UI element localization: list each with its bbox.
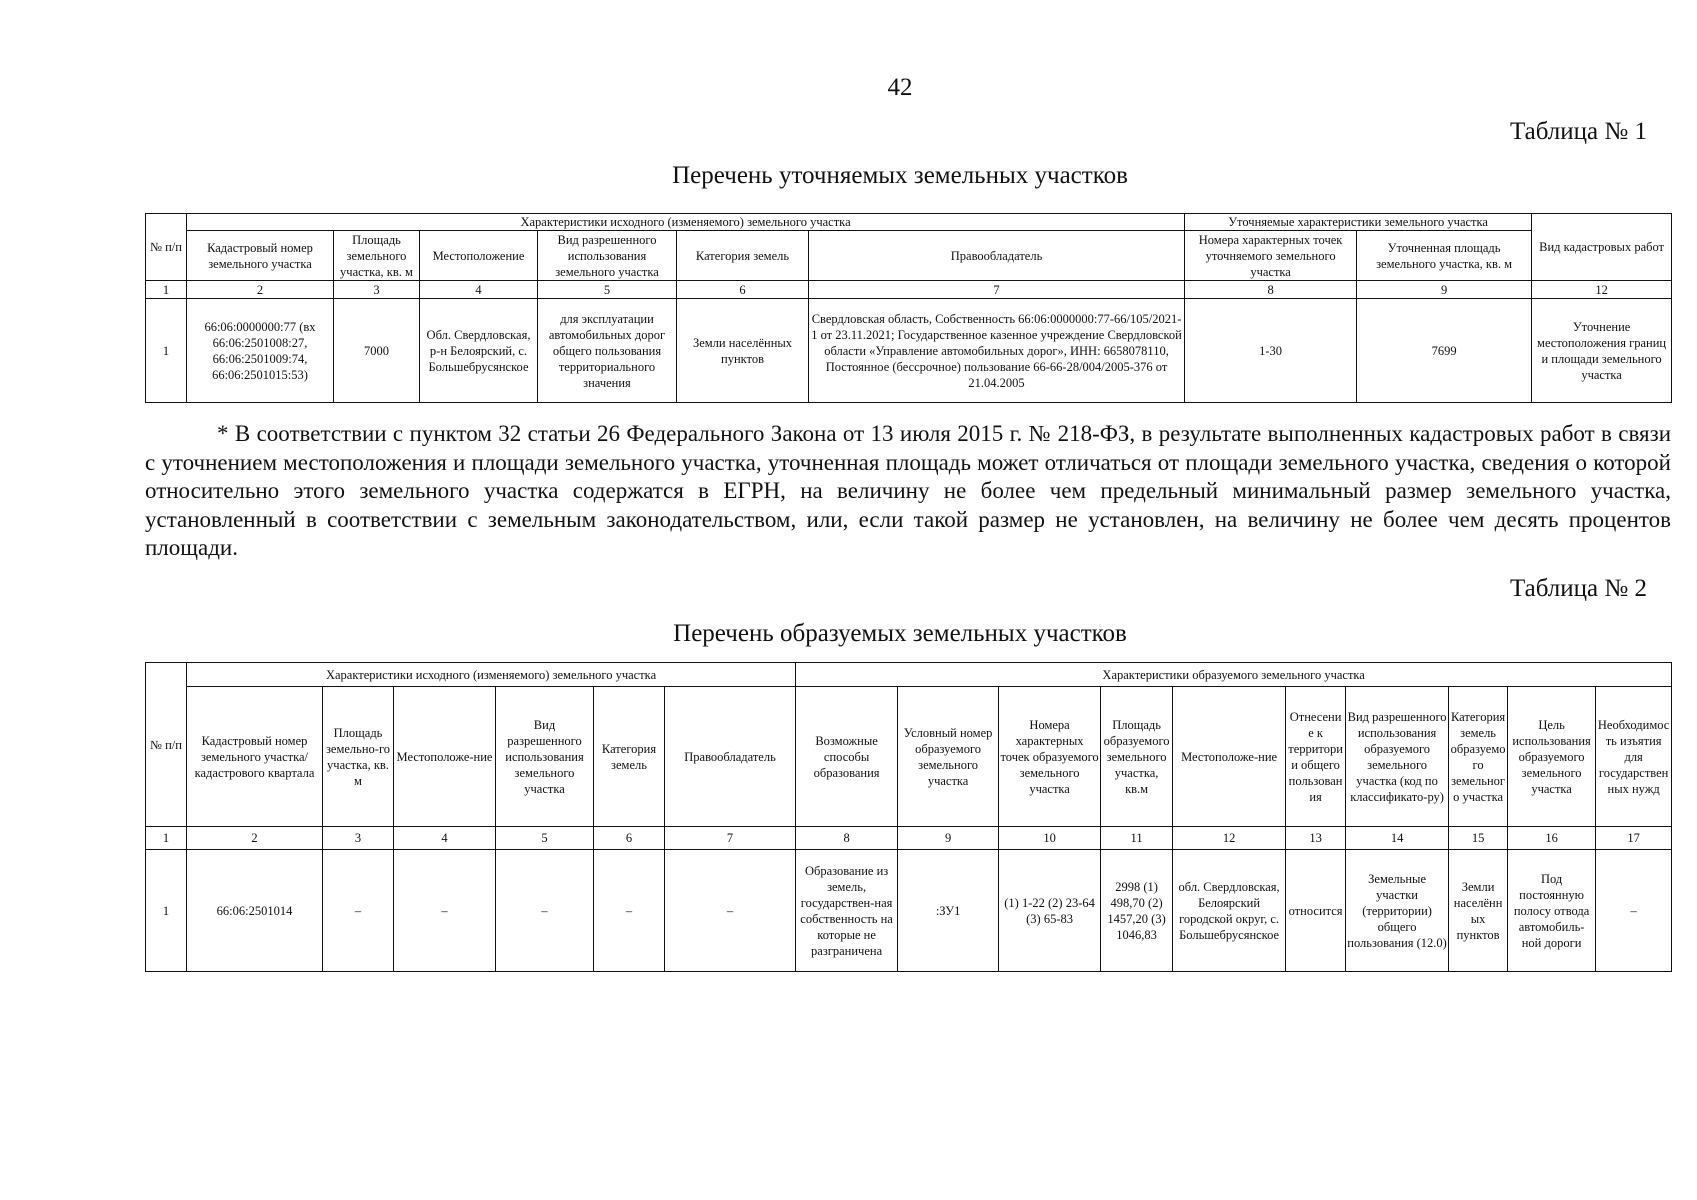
- t2-header-seizure: Необходимость изъятия для государственных нужд: [1596, 687, 1672, 827]
- table-row: [146, 299, 1672, 403]
- t2-cell-land-category: –: [594, 850, 665, 972]
- t2-colnum: 14: [1346, 827, 1449, 850]
- t2-header-formed-use: Вид разрешенного использования образуемого земельного участка (код по классификато-ру): [1346, 687, 1449, 827]
- t2-header-owner: Правообладатель: [665, 687, 796, 827]
- t2-cell-area: –: [323, 850, 394, 972]
- t2-header-purpose: Цель использования образуемого земельного участка: [1508, 687, 1596, 827]
- t2-colnum: 11: [1101, 827, 1173, 850]
- t2-cell-formed-area: 2998 (1) 498,70 (2) 1457,20 (3) 1046,83: [1101, 850, 1173, 972]
- t1-header-work-type: Вид кадастровых работ: [1532, 214, 1672, 281]
- t2-header-number: № п/п: [146, 663, 187, 827]
- t1-cell-points: 1-30: [1185, 299, 1357, 403]
- t2-cell-owner: –: [665, 850, 796, 972]
- t2-column-numbers: [146, 827, 1672, 850]
- table-1-title: Перечень уточняемых земельных участков: [672, 162, 1128, 189]
- t1-colnum: 7: [809, 281, 1185, 299]
- table-2-label: Таблица № 2: [1509, 575, 1647, 602]
- t1-header-refined-area: Уточненная площадь земельного участка, кв. м: [1357, 231, 1532, 281]
- t2-colnum: 5: [496, 827, 594, 850]
- t2-cell-permitted-use: –: [496, 850, 594, 972]
- t2-group-source: Характеристики исходного (изменяемого) земельного участка: [187, 663, 796, 687]
- t2-cell-purpose: Под постоянную полосу отвода автомобиль-ной дороги: [1508, 850, 1596, 972]
- t2-colnum: 9: [898, 827, 999, 850]
- footnote: * В соответствии с пунктом 32 статьи 26 Федерального Закона от 13 июля 2015 г. № 218-ФЗ, в результате выполненных кадастровых работ в связи с уточнением местоположения и площади земельного участка, уточненная площадь может отличаться от площади земельного участка, сведения о которой относительно этого земельного участка содержатся в ЕГРН, на величину не более чем предельный минимальный размер земельного участка, установленный в соответствии с земельным законодательством, или, если такой размер не установлен, на величину не более чем десять процентов площади.: [145, 421, 1671, 560]
- t1-colnum: 1: [146, 281, 187, 299]
- t1-cell-refined-area: 7699: [1357, 299, 1532, 403]
- t2-header-formed-area: Площадь образуемого земельного участка, кв.м: [1101, 687, 1173, 827]
- t2-cell-location: –: [394, 850, 496, 972]
- t1-group-refined: Уточняемые характеристики земельного участка: [1185, 214, 1532, 231]
- t2-colnum: 16: [1508, 827, 1596, 850]
- t2-header-formed-category: Категория земель образуемого земельного участка: [1449, 687, 1508, 827]
- t1-group-source: Характеристики исходного (изменяемого) земельного участка: [187, 214, 1185, 231]
- t2-header-conditional-number: Условный номер образуемого земельного участка: [898, 687, 999, 827]
- t1-colnum: 8: [1185, 281, 1357, 299]
- t2-colnum: 15: [1449, 827, 1508, 850]
- t1-cell-permitted-use: для эксплуатации автомобильных дорог общего пользования территориального значения: [538, 299, 677, 403]
- t1-header-owner: Правообладатель: [809, 231, 1185, 281]
- t1-cell-land-category: Земли населённых пунктов: [677, 299, 809, 403]
- t1-colnum: 12: [1532, 281, 1672, 299]
- t1-column-numbers: [146, 281, 1672, 299]
- t1-header-area: Площадь земельного участка, кв. м: [334, 231, 420, 281]
- t1-header-points: Номера характерных точек уточняемого земельного участка: [1185, 231, 1357, 281]
- t2-colnum: 8: [796, 827, 898, 850]
- t2-colnum: 2: [187, 827, 323, 850]
- t2-cell-formed-use: Земельные участки (территории) общего пользования (12.0): [1346, 850, 1449, 972]
- t2-colnum: 13: [1286, 827, 1346, 850]
- table-1-label: Таблица № 1: [1509, 118, 1647, 145]
- t2-cell-public-territory: относится: [1286, 850, 1346, 972]
- t2-cell-conditional-number: :ЗУ1: [898, 850, 999, 972]
- t1-cell-work-type: Уточнение местоположения границ и площади земельного участка: [1532, 299, 1672, 403]
- t2-colnum: 17: [1596, 827, 1672, 850]
- t2-cell-formed-location: обл. Свердловская, Белоярский городской округ, с. Большебрусянское: [1173, 850, 1286, 972]
- t1-header-permitted-use: Вид разрешенного использования земельного участка: [538, 231, 677, 281]
- t2-group-formed: Характеристики образуемого земельного участка: [796, 663, 1672, 687]
- t1-colnum: 2: [187, 281, 334, 299]
- t1-header-number: № п/п: [146, 214, 187, 281]
- t2-colnum: 7: [665, 827, 796, 850]
- t2-header-formed-location: Местоположе-ние: [1173, 687, 1286, 827]
- t2-header-cadastral: Кадастровый номер земельного участка/ кадастрового квартала: [187, 687, 323, 827]
- t2-header-land-category: Категория земель: [594, 687, 665, 827]
- t1-colnum: 5: [538, 281, 677, 299]
- t1-cell-number: 1: [146, 299, 187, 403]
- t2-colnum: 10: [999, 827, 1101, 850]
- t1-header-land-category: Категория земель: [677, 231, 809, 281]
- t2-cell-cadastral: 66:06:2501014: [187, 850, 323, 972]
- t2-cell-number: 1: [146, 850, 187, 972]
- t2-colnum: 1: [146, 827, 187, 850]
- t1-colnum: 9: [1357, 281, 1532, 299]
- t1-cell-location: Обл. Свердловская, р-н Белоярский, с. Большебрусянское: [420, 299, 538, 403]
- t1-colnum: 6: [677, 281, 809, 299]
- t1-cell-owner: Свердловская область, Собственность 66:06:0000000:77-66/105/2021-1 от 23.11.2021; Государственное казенное учреждение Свердловской области «Управление автомобильных дорог», ИНН: 6658078110, Постоянное (бессрочное) пользование 66-66-28/004/2005-376 от 21.04.2005: [809, 299, 1185, 403]
- t2-header-permitted-use: Вид разрешенного использования земельного участка: [496, 687, 594, 827]
- t2-colnum: 6: [594, 827, 665, 850]
- t1-colnum: 3: [334, 281, 420, 299]
- page-number: 42: [887, 74, 913, 101]
- t1-header-cadastral: Кадастровый номер земельного участка: [187, 231, 334, 281]
- table-refined-plots: [145, 213, 1672, 403]
- t2-header-public-territory: Отнесение к территории общего пользования: [1286, 687, 1346, 827]
- t1-cell-cadastral: 66:06:0000000:77 (вх 66:06:2501008:27, 66:06:2501009:74, 66:06:2501015:53): [187, 299, 334, 403]
- t2-header-location: Местоположе-ние: [394, 687, 496, 827]
- t2-cell-formed-category: Земли населённых пунктов: [1449, 850, 1508, 972]
- t2-header-formation-methods: Возможные способы образования: [796, 687, 898, 827]
- t2-colnum: 3: [323, 827, 394, 850]
- t1-colnum: 4: [420, 281, 538, 299]
- t1-header-location: Местоположение: [420, 231, 538, 281]
- table-formed-plots: [145, 662, 1672, 972]
- t2-cell-points: (1) 1-22 (2) 23-64 (3) 65-83: [999, 850, 1101, 972]
- t2-colnum: 12: [1173, 827, 1286, 850]
- t1-cell-area: 7000: [334, 299, 420, 403]
- table-row: [146, 850, 1672, 972]
- t2-header-points: Номера характерных точек образуемого земельного участка: [999, 687, 1101, 827]
- t2-cell-formation-methods: Образование из земель, государствен-ная собственность на которые не разграничена: [796, 850, 898, 972]
- t2-header-area: Площадь земельно-го участка, кв. м: [323, 687, 394, 827]
- t2-colnum: 4: [394, 827, 496, 850]
- t2-cell-seizure: –: [1596, 850, 1672, 972]
- table-2-title: Перечень образуемых земельных участков: [673, 620, 1127, 647]
